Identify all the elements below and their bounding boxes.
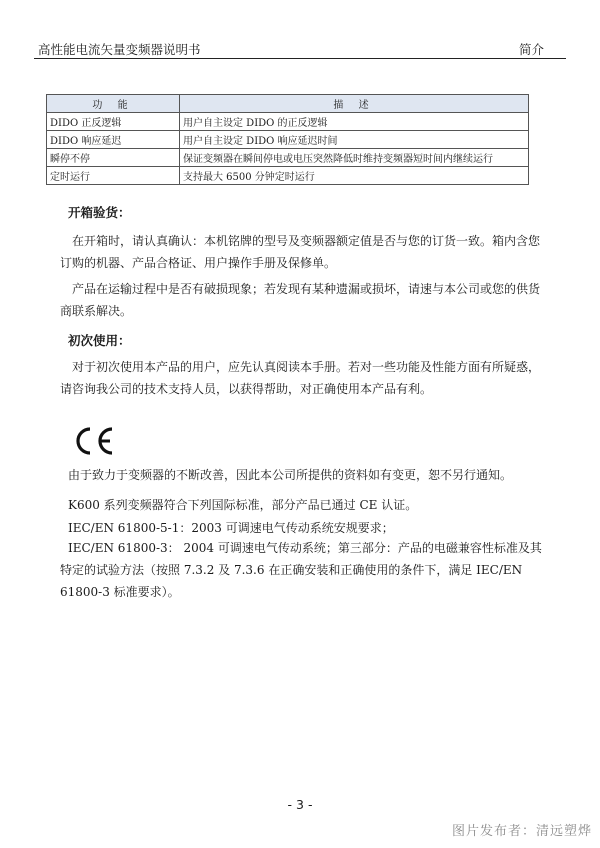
function-cell: 定时运行	[47, 167, 180, 185]
publisher-watermark: 图片发布者：清远塑烨	[451, 824, 592, 839]
function-cell: DIDO 正反逻辑	[47, 113, 180, 131]
function-table	[46, 94, 529, 185]
standards-intro: K600 系列变频器符合下列国际标准，部分产品已通过 CE 认证。	[68, 498, 418, 512]
unboxing-paragraph-2: 产品在运输过程中是否有破损现象；若发现有某种遗漏或损坏，请速与本公司或您的供货商联系解决。	[60, 282, 541, 318]
unboxing-paragraph-1: 在开箱时，请认真确认：本机铭牌的型号及变频器额定值是否与您的订货一致。箱内含您订购的机器、产品合格证、用户操作手册及保修单。	[60, 234, 541, 270]
first-use-title: 初次使用：	[68, 333, 131, 348]
unboxing-title: 开箱验货：	[68, 205, 131, 220]
page-header	[34, 40, 566, 59]
header-description: 描 述	[180, 95, 529, 113]
description-cell: 保证变频器在瞬间停电或电压突然降低时维持变频器短时间内继续运行	[180, 149, 529, 167]
first-use-paragraph: 对于初次使用本产品的用户，应先认真阅读本手册。若对一些功能及性能方面有所疑惑，请咨询我公司的技术支持人员，以获得帮助，对正确使用本产品有利。	[60, 360, 541, 396]
document-title: 高性能电流矢量变频器说明书	[38, 42, 201, 57]
description-cell: 用户自主设定 DIDO 的正反逻辑	[180, 113, 529, 131]
table-row	[47, 167, 529, 185]
table-row	[47, 131, 529, 149]
function-cell: DIDO 响应延迟	[47, 131, 180, 149]
function-cell: 瞬停不停	[47, 149, 180, 167]
table-row	[47, 113, 529, 131]
description-cell: 支持最大 6500 分钟定时运行	[180, 167, 529, 185]
table-header-row	[47, 95, 529, 113]
ce-mark-icon	[72, 425, 118, 457]
page-number: - 3 -	[287, 797, 313, 812]
header-function: 功 能	[47, 95, 180, 113]
section-name: 简介	[518, 42, 544, 57]
standard-item: IEC/EN 61800-5-1：2003 可调速电气传动系统安规要求；	[68, 521, 394, 535]
table-row	[47, 149, 529, 167]
change-notice: 由于致力于变频器的不断改善，因此本公司所提供的资料如有变更，恕不另行通知。	[68, 468, 513, 482]
standard-item: IEC/EN 61800-3： 2004 可调速电气传动系统；第三部分：产品的电磁兼容性标准及其特定的试验方法（按照 7.3.2 及 7.3.6 在正确安装和正确使用的条件下，满足 IEC/EN 61800-3 标准要求）。	[60, 541, 542, 599]
description-cell: 用户自主设定 DIDO 响应延迟时间	[180, 131, 529, 149]
